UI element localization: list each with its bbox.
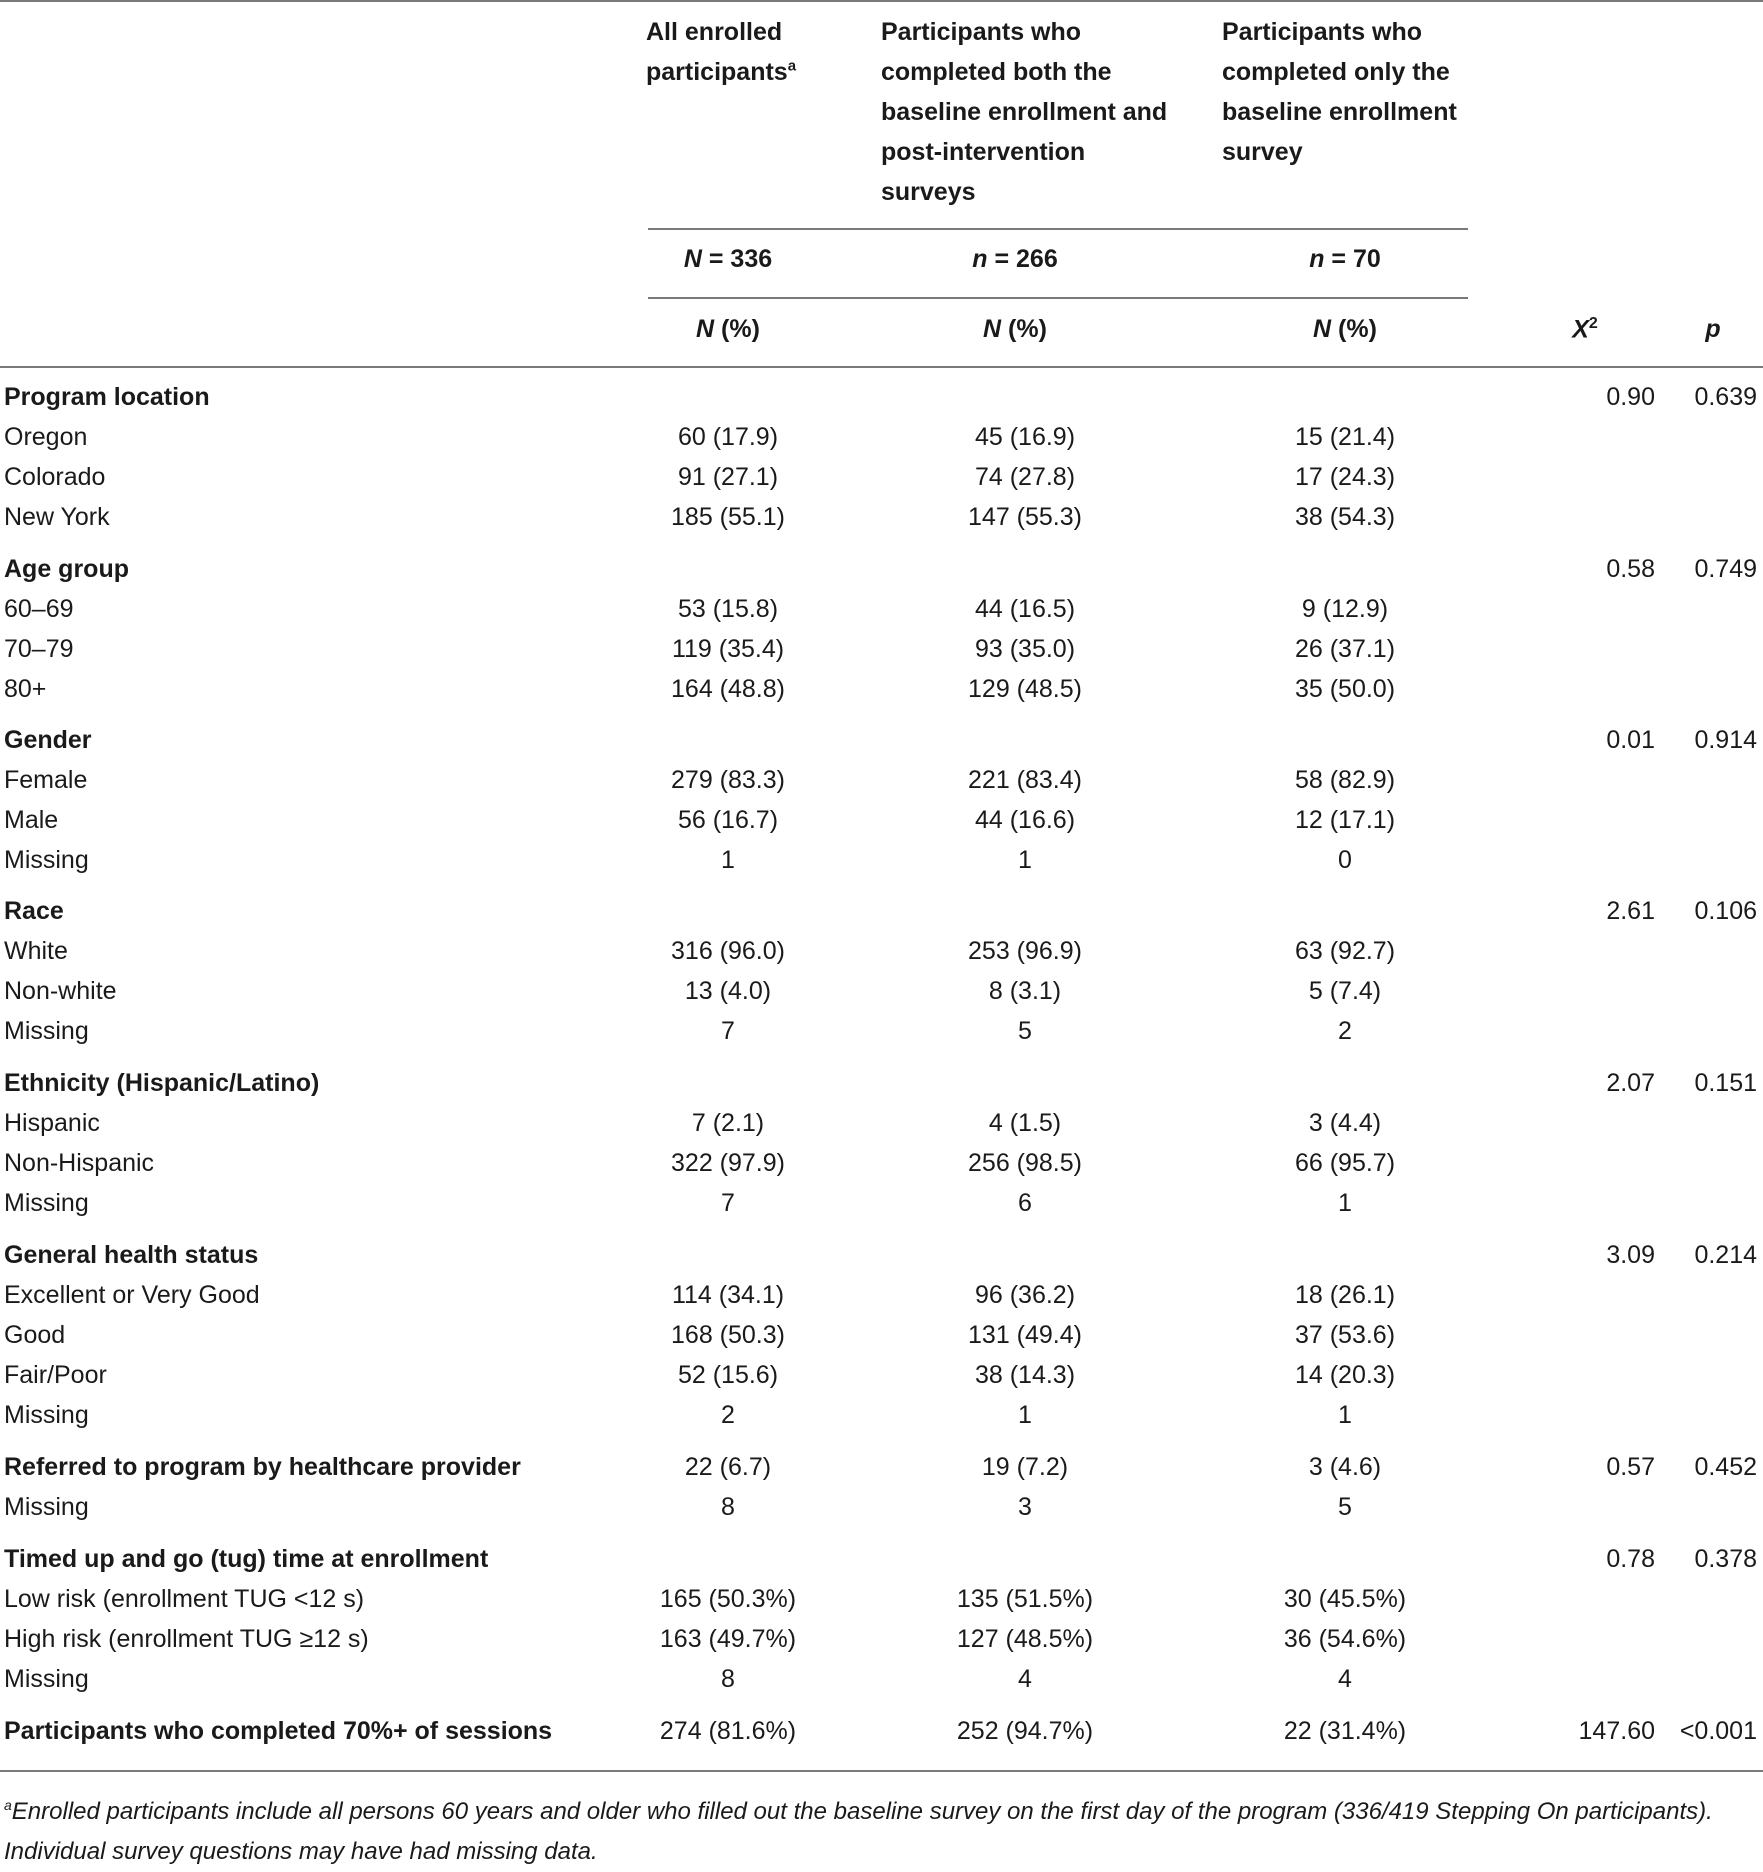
- table-row: [0, 1449, 1763, 1489]
- table-row: [0, 671, 1763, 711]
- cell-all-enrolled: 316 (96.0): [671, 937, 785, 965]
- unit-header-all: [628, 315, 828, 344]
- cell-completed-both: 5: [1018, 1017, 1032, 1045]
- footnote-text: Enrolled participants include all persons 60 years and older who filled out the baseline survey on the first day of the program (336/419 Stepping On participants). Individual survey questions may have had missing data.: [4, 1798, 1713, 1865]
- row-label: Good: [4, 1321, 66, 1349]
- cell-chi-square: 0.01: [1606, 726, 1655, 754]
- cell-baseline-only: 66 (95.7): [1294, 1149, 1396, 1177]
- sample-size-symbol: n: [1309, 245, 1325, 273]
- unit-header-baseline-only: [1245, 315, 1445, 344]
- table-top-rule: [0, 0, 1763, 2]
- table-row: [0, 1065, 1763, 1105]
- table-row: [0, 591, 1763, 631]
- cell-chi-square: 147.60: [1578, 1717, 1655, 1745]
- cell-completed-both: 44 (16.5): [974, 595, 1076, 623]
- row-group-label: Program location: [4, 383, 210, 411]
- chi-square-header: [1540, 315, 1630, 344]
- table-row: [0, 1237, 1763, 1277]
- row-group-label: Age group: [4, 555, 129, 583]
- cell-completed-both: 4: [1018, 1665, 1032, 1693]
- row-label: Missing: [4, 1665, 89, 1693]
- row-label: Female: [4, 766, 88, 794]
- cell-completed-both: 38 (14.3): [974, 1361, 1076, 1389]
- cell-all-enrolled: 13 (4.0): [684, 977, 772, 1005]
- sample-size-value: = 336: [701, 245, 773, 273]
- table-row: [0, 893, 1763, 933]
- table-row: [0, 1105, 1763, 1145]
- cell-completed-both: 19 (7.2): [981, 1453, 1069, 1481]
- row-label: Missing: [4, 1189, 89, 1217]
- table-row: [0, 1277, 1763, 1317]
- table-row: [0, 1013, 1763, 1053]
- table-row: [0, 1489, 1763, 1529]
- cell-baseline-only: 1: [1338, 1189, 1352, 1217]
- row-label: 80+: [4, 675, 47, 703]
- table-row: [0, 802, 1763, 842]
- chi-square-symbol: X: [1572, 315, 1589, 344]
- cell-completed-both: 131 (49.4): [968, 1321, 1082, 1349]
- row-group-label: General health status: [4, 1241, 259, 1269]
- cell-all-enrolled: 165 (50.3%): [659, 1585, 797, 1613]
- cell-all-enrolled: 7: [721, 1189, 735, 1217]
- column-header-all-enrolled: [646, 12, 846, 92]
- cell-baseline-only: 37 (53.6): [1294, 1321, 1396, 1349]
- cell-all-enrolled: 114 (34.1): [671, 1281, 785, 1309]
- cell-completed-both: 129 (48.5): [968, 675, 1082, 703]
- row-label: 60–69: [4, 595, 74, 623]
- table-row: [0, 1713, 1763, 1753]
- cell-baseline-only: 22 (31.4%): [1283, 1717, 1407, 1745]
- cell-baseline-only: 3 (4.6): [1308, 1453, 1382, 1481]
- cell-all-enrolled: 8: [721, 1493, 735, 1521]
- table-footnote: [4, 1785, 1759, 1872]
- table-row: [0, 1185, 1763, 1225]
- cell-baseline-only: 14 (20.3): [1294, 1361, 1396, 1389]
- table-row: [0, 631, 1763, 671]
- unit-symbol: N: [1313, 315, 1332, 343]
- cell-completed-both: 252 (94.7%): [956, 1717, 1094, 1745]
- row-label: Missing: [4, 1017, 89, 1045]
- table-row: [0, 419, 1763, 459]
- sample-size-value: = 70: [1324, 245, 1381, 273]
- sample-size-symbol: N: [683, 245, 702, 273]
- cell-all-enrolled: 2: [721, 1401, 735, 1429]
- cell-baseline-only: 36 (54.6%): [1283, 1625, 1407, 1653]
- cell-baseline-only: 0: [1338, 846, 1352, 874]
- row-label: Low risk (enrollment TUG <12 s): [4, 1585, 365, 1613]
- row-group-label: Participants who completed 70%+ of sessions: [4, 1717, 553, 1745]
- table-row: [0, 551, 1763, 591]
- table-row: [0, 973, 1763, 1013]
- cell-all-enrolled: 119 (35.4): [671, 635, 785, 663]
- cell-chi-square: 3.09: [1606, 1241, 1655, 1269]
- cell-completed-both: 147 (55.3): [968, 503, 1082, 531]
- cell-all-enrolled: 53 (15.8): [677, 595, 779, 623]
- row-label: Missing: [4, 1493, 89, 1521]
- cell-baseline-only: 26 (37.1): [1294, 635, 1396, 663]
- row-label: Colorado: [4, 463, 106, 491]
- cell-baseline-only: 5: [1338, 1493, 1352, 1521]
- cell-p-value: 0.639: [1694, 383, 1757, 411]
- cell-completed-both: 127 (48.5%): [956, 1625, 1094, 1653]
- sample-size-baseline-only: [1245, 245, 1445, 274]
- header-sub-rule: [648, 228, 1468, 230]
- row-label: Male: [4, 806, 59, 834]
- cell-completed-both: 1: [1018, 846, 1032, 874]
- cell-all-enrolled: 52 (15.6): [677, 1361, 779, 1389]
- column-header-completed-baseline-only: Participants who completed only the baseline enrollment survey: [1222, 18, 1457, 166]
- cell-baseline-only: 38 (54.3): [1294, 503, 1396, 531]
- cell-all-enrolled: 7: [721, 1017, 735, 1045]
- cell-completed-both: 96 (36.2): [974, 1281, 1076, 1309]
- cell-all-enrolled: 185 (55.1): [671, 503, 785, 531]
- row-group-label: Ethnicity (Hispanic/Latino): [4, 1069, 320, 1097]
- table-row: [0, 1621, 1763, 1661]
- footnote-marker: a: [787, 57, 797, 75]
- table-row: [0, 842, 1763, 882]
- table-row: [0, 933, 1763, 973]
- cell-chi-square: 0.78: [1606, 1545, 1655, 1573]
- footnote-marker: a: [4, 1797, 12, 1813]
- row-label: White: [4, 937, 68, 965]
- cell-completed-both: 8 (3.1): [988, 977, 1062, 1005]
- cell-baseline-only: 15 (21.4): [1294, 423, 1396, 451]
- cell-p-value: 0.749: [1694, 555, 1757, 583]
- table-row: [0, 1581, 1763, 1621]
- cell-baseline-only: 58 (82.9): [1294, 766, 1396, 794]
- cell-completed-both: 3: [1018, 1493, 1032, 1521]
- cell-completed-both: 256 (98.5): [968, 1149, 1082, 1177]
- cell-all-enrolled: 164 (48.8): [671, 675, 785, 703]
- row-group-label: Gender: [4, 726, 92, 754]
- table-row: [0, 499, 1763, 539]
- cell-all-enrolled: 7 (2.1): [691, 1109, 765, 1137]
- header-sub-rule: [648, 297, 1468, 299]
- cell-completed-both: 44 (16.6): [974, 806, 1076, 834]
- chi-square-exponent: 2: [1588, 315, 1598, 332]
- cell-all-enrolled: 91 (27.1): [677, 463, 779, 491]
- cell-baseline-only: 4: [1338, 1665, 1352, 1693]
- cell-all-enrolled: 8: [721, 1665, 735, 1693]
- row-label: 70–79: [4, 635, 74, 663]
- unit-suffix: (%): [1001, 315, 1047, 343]
- cell-completed-both: 221 (83.4): [968, 766, 1082, 794]
- table-row: [0, 722, 1763, 762]
- cell-all-enrolled: 1: [721, 846, 735, 874]
- cell-baseline-only: 35 (50.0): [1294, 675, 1396, 703]
- table-row: [0, 1145, 1763, 1185]
- row-label: Oregon: [4, 423, 88, 451]
- cell-p-value: 0.378: [1694, 1545, 1757, 1573]
- cell-completed-both: 6: [1018, 1189, 1032, 1217]
- table-bottom-rule: [0, 1770, 1763, 1772]
- cell-completed-both: 135 (51.5%): [956, 1585, 1094, 1613]
- cell-chi-square: 2.07: [1606, 1069, 1655, 1097]
- table-row: [0, 1661, 1763, 1701]
- cell-all-enrolled: 274 (81.6%): [659, 1717, 797, 1745]
- row-group-label: Timed up and go (tug) time at enrollment: [4, 1545, 489, 1573]
- cell-p-value: 0.214: [1694, 1241, 1757, 1269]
- row-label: Hispanic: [4, 1109, 100, 1137]
- row-label: Fair/Poor: [4, 1361, 107, 1389]
- cell-all-enrolled: 279 (83.3): [671, 766, 785, 794]
- cell-all-enrolled: 60 (17.9): [677, 423, 779, 451]
- cell-baseline-only: 5 (7.4): [1308, 977, 1382, 1005]
- sample-size-value: = 266: [987, 245, 1058, 273]
- header-bottom-rule: [0, 366, 1763, 368]
- row-label: Missing: [4, 846, 89, 874]
- cell-all-enrolled: 56 (16.7): [677, 806, 779, 834]
- table-row: [0, 459, 1763, 499]
- cell-chi-square: 2.61: [1606, 897, 1655, 925]
- sample-size-symbol: n: [972, 245, 988, 273]
- cell-completed-both: 45 (16.9): [974, 423, 1076, 451]
- cell-baseline-only: 1: [1338, 1401, 1352, 1429]
- cell-baseline-only: 2: [1338, 1017, 1352, 1045]
- table-row: [0, 1397, 1763, 1437]
- row-label: Non-white: [4, 977, 117, 1005]
- table-row: [0, 1357, 1763, 1397]
- row-label: Non-Hispanic: [4, 1149, 155, 1177]
- row-group-label: Race: [4, 897, 64, 925]
- row-label: Missing: [4, 1401, 89, 1429]
- table-row: [0, 379, 1763, 419]
- cell-completed-both: 1: [1018, 1401, 1032, 1429]
- cell-all-enrolled: 322 (97.9): [671, 1149, 785, 1177]
- cell-chi-square: 0.57: [1606, 1453, 1655, 1481]
- cell-completed-both: 93 (35.0): [974, 635, 1076, 663]
- unit-symbol: N: [983, 315, 1002, 343]
- cell-all-enrolled: 163 (49.7%): [659, 1625, 797, 1653]
- row-label: High risk (enrollment TUG ≥12 s): [4, 1625, 369, 1653]
- column-header-completed-both: Participants who completed both the baseline enrollment and post-intervention surveys: [881, 18, 1168, 206]
- cell-chi-square: 0.90: [1606, 383, 1655, 411]
- table-row: [0, 1541, 1763, 1581]
- cell-baseline-only: 63 (92.7): [1294, 937, 1396, 965]
- unit-suffix: (%): [1331, 315, 1377, 343]
- unit-symbol: N: [696, 315, 715, 343]
- cell-baseline-only: 18 (26.1): [1294, 1281, 1396, 1309]
- cell-baseline-only: 9 (12.9): [1301, 595, 1389, 623]
- cell-baseline-only: 30 (45.5%): [1283, 1585, 1407, 1613]
- cell-baseline-only: 12 (17.1): [1294, 806, 1396, 834]
- cell-completed-both: 74 (27.8): [974, 463, 1076, 491]
- cell-p-value: 0.914: [1694, 726, 1757, 754]
- row-label: Excellent or Very Good: [4, 1281, 260, 1309]
- cell-baseline-only: 17 (24.3): [1294, 463, 1396, 491]
- sample-size-both: [915, 245, 1115, 274]
- sample-size-all: [628, 245, 828, 274]
- cell-p-value: 0.452: [1694, 1453, 1757, 1481]
- row-group-label: Referred to program by healthcare provider: [4, 1453, 521, 1481]
- cell-completed-both: 253 (96.9): [968, 937, 1082, 965]
- cell-chi-square: 0.58: [1606, 555, 1655, 583]
- table-row: [0, 762, 1763, 802]
- cell-p-value: 0.106: [1694, 897, 1757, 925]
- cell-completed-both: 4 (1.5): [988, 1109, 1062, 1137]
- unit-suffix: (%): [714, 315, 760, 343]
- cell-p-value: <0.001: [1679, 1717, 1757, 1745]
- cell-p-value: 0.151: [1694, 1069, 1757, 1097]
- unit-header-both: [915, 315, 1115, 344]
- p-value-header: p: [1705, 315, 1721, 343]
- cell-all-enrolled: 22 (6.7): [684, 1453, 772, 1481]
- cell-baseline-only: 3 (4.4): [1308, 1109, 1382, 1137]
- table-row: [0, 1317, 1763, 1357]
- column-header-all-enrolled-text: All enrolled participants: [646, 18, 788, 86]
- row-label: New York: [4, 503, 110, 531]
- cell-all-enrolled: 168 (50.3): [671, 1321, 785, 1349]
